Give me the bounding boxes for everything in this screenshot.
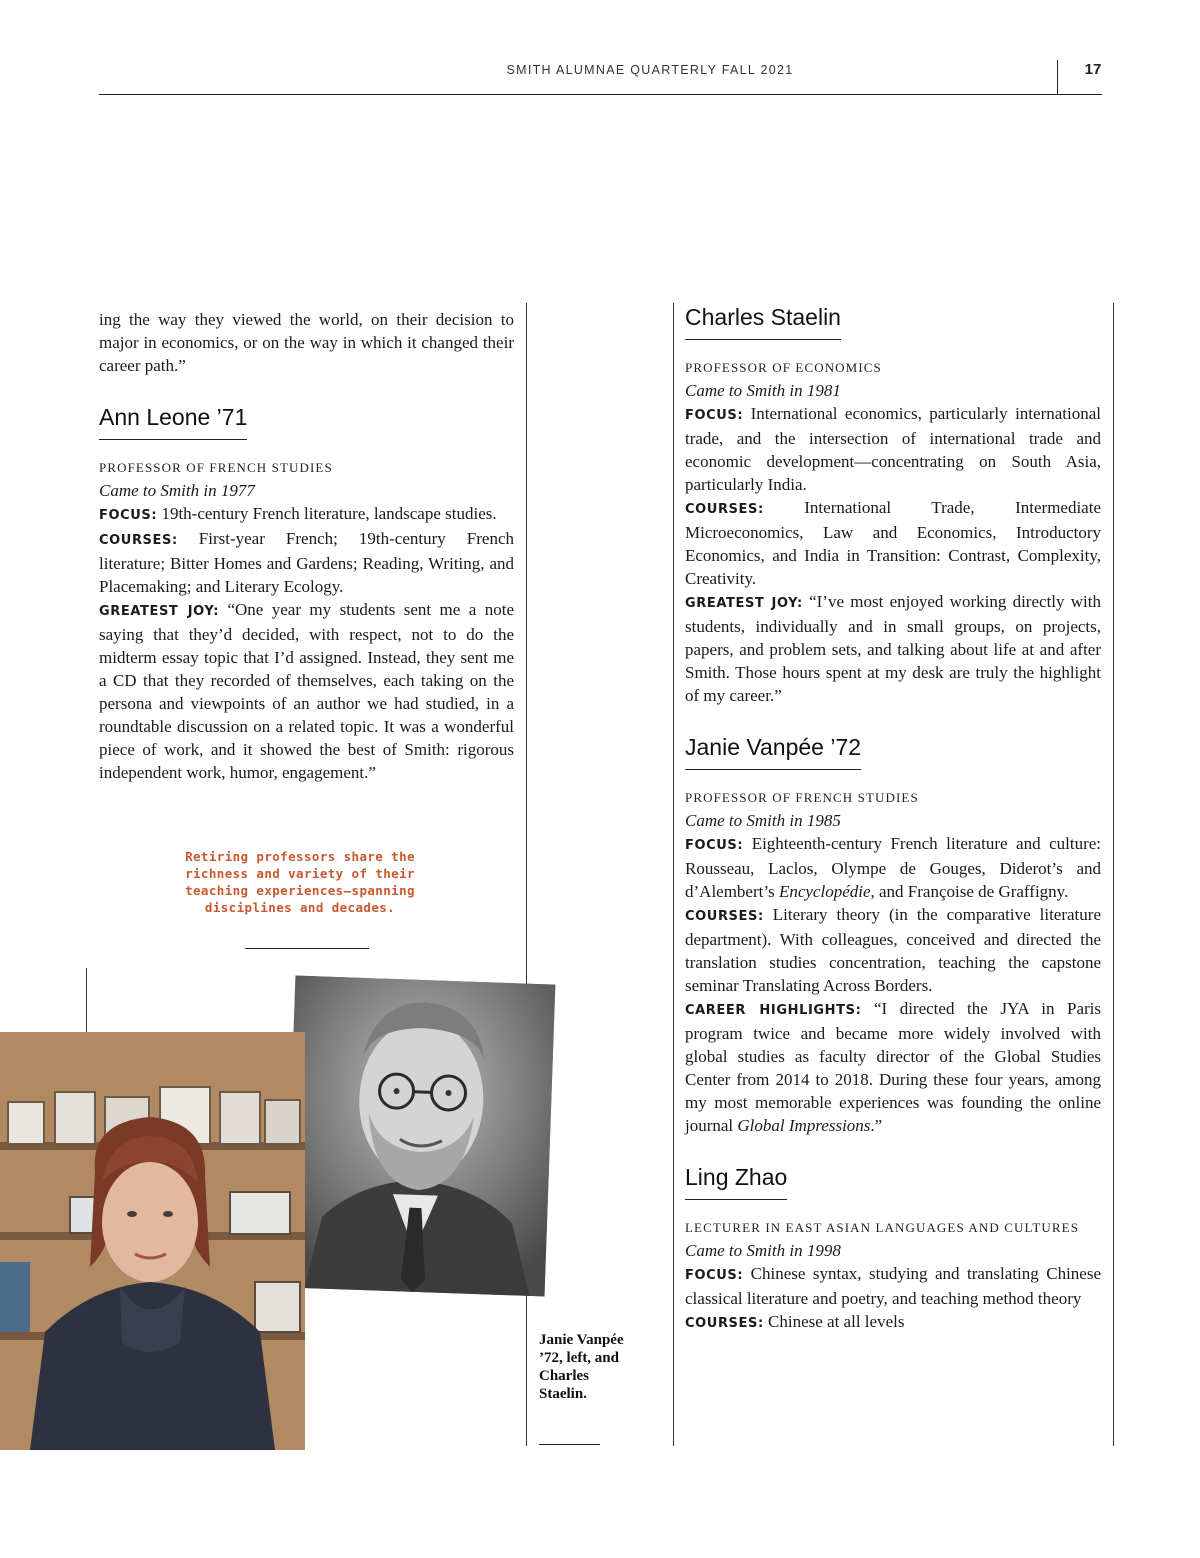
profile-focus [685, 832, 1101, 903]
left-column [99, 308, 514, 784]
profile-focus [99, 502, 514, 527]
courses-label: COURSES: [685, 502, 764, 517]
profile-ann-leone [99, 403, 514, 784]
vanpee-portrait-illustration [0, 1032, 305, 1450]
header-divider [1057, 60, 1058, 95]
publication-header: SMITH ALUMNAE QUARTERLY FALL 2021 [506, 63, 794, 77]
header-rule [99, 94, 1102, 95]
profile-courses [685, 496, 1101, 590]
focus-text: Eighteenth-century French literature and culture: Rousseau, Laclos, Olympe de Gouges, Diderot’s and d’Alembert’s [685, 834, 1101, 901]
column-divider-middle [673, 303, 674, 1446]
greatest-joy-text: “One year my students sent me a note saying that they’d decided, with respect, not to do the midterm essay topic that I’d assigned. Instead, they sent me a CD that they recorded of themselves, each taking on the persona and viewpoints of an author we had studied, in a roundtable discussion on a related topic. It was a wonderful piece of work, and it showed the best of Smith: rigorous independent work, humor, engagement.” [99, 600, 514, 782]
profile-courses [685, 903, 1101, 997]
profile-courses [685, 1310, 1101, 1335]
profile-role: PROFESSOR OF FRENCH STUDIES [99, 460, 333, 475]
profile-greatest-joy [99, 598, 514, 784]
column-divider-outer [86, 968, 87, 1038]
profile-came-to-smith: Came to Smith in 1977 [99, 481, 255, 500]
right-column [685, 303, 1101, 1335]
courses-label: COURSES: [99, 533, 178, 548]
focus-label: FOCUS: [99, 508, 158, 523]
column-divider-right [1113, 303, 1114, 1446]
courses-text: Literary theory (in the comparative literature department). With colleagues, conceived and directed the translation studies concentration, teaching the capstone seminar Translating Across Borders. [685, 905, 1101, 995]
career-italic-title: Global Impressions [737, 1116, 871, 1135]
profile-janie-vanpee [685, 733, 1101, 1137]
profile-came-to-smith: Came to Smith in 1981 [685, 381, 841, 400]
courses-text: International Trade, Intermediate Microeconomics, Law and Economics, Introductory Economics, and India in Transition: Contrast, Complexity, Creativity. [685, 498, 1101, 588]
photo-caption: Janie Vanpée ’72, left, and Charles Staelin. [539, 1332, 624, 1402]
courses-label: COURSES: [685, 1316, 764, 1331]
career-highlights-label: CAREER HIGHLIGHTS: [685, 1003, 862, 1018]
profile-came-to-smith: Came to Smith in 1998 [685, 1241, 841, 1260]
profile-courses [99, 527, 514, 598]
profile-name: Ann Leone ’71 [99, 403, 247, 440]
focus-label: FOCUS: [685, 1268, 744, 1283]
profile-charles-staelin [685, 303, 1101, 707]
profile-career-highlights [685, 997, 1101, 1137]
courses-label: COURSES: [685, 909, 764, 924]
pull-quote-rule [245, 948, 369, 949]
staelin-portrait-photo [285, 976, 556, 1297]
focus-label: FOCUS: [685, 408, 744, 423]
greatest-joy-label: GREATEST JOY: [99, 604, 220, 619]
profile-role: PROFESSOR OF ECONOMICS [685, 360, 882, 375]
focus-label: FOCUS: [685, 838, 744, 853]
focus-text: 19th-century French literature, landscape studies. [157, 504, 497, 523]
courses-text: Chinese at all levels [763, 1312, 905, 1331]
staelin-portrait-illustration [285, 976, 556, 1297]
profile-greatest-joy [685, 590, 1101, 707]
greatest-joy-text: “I’ve most enjoyed working directly with students, individually and in small groups, on projects, papers, and problem sets, and talking about life at and after Smith. Those hours spent at my desk are truly the highlight of my career.” [685, 592, 1101, 705]
profile-name: Charles Staelin [685, 303, 841, 340]
greatest-joy-label: GREATEST JOY: [685, 596, 803, 611]
profile-ling-zhao [685, 1163, 1101, 1335]
page-number: 17 [1084, 61, 1102, 78]
focus-italic-title: Encyclopédie [778, 882, 871, 901]
career-highlights-end: .” [870, 1116, 883, 1135]
focus-text: Chinese syntax, studying and translating Chinese classical literature and poetry, and teaching method theory [685, 1264, 1101, 1308]
profile-focus [685, 402, 1101, 496]
courses-text: First-year French; 19th-century French literature; Bitter Homes and Gardens; Reading, Writing, and Placemaking; and Literary Ecology. [99, 529, 514, 596]
vanpee-portrait-photo [0, 1032, 305, 1450]
profile-role: LECTURER IN EAST ASIAN LANGUAGES AND CULTURES [685, 1220, 1080, 1235]
pull-quote: Retiring professors share the richness and variety of their teaching experiences—spanning disciplines and decades. [185, 849, 415, 915]
profile-role: PROFESSOR OF FRENCH STUDIES [685, 790, 919, 805]
career-highlights-text: “I directed the JYA in Paris program twice and became more widely involved with global studies as faculty director of the Global Studies Center from 2014 to 2018. During these four years, among my most memorable experiences was founding the online journal [685, 999, 1102, 1135]
continuation-text: ing the way they viewed the world, on their decision to major in economics, or on the way in which it changed their career path.” [99, 310, 514, 375]
caption-rule [539, 1444, 600, 1445]
profile-name: Janie Vanpée ’72 [685, 733, 861, 770]
focus-text: International economics, particularly international trade, and the intersection of international trade and economic development—concentrating on South Asia, particularly India. [685, 404, 1101, 494]
profile-name: Ling Zhao [685, 1163, 787, 1200]
profile-focus [685, 1262, 1101, 1310]
profile-came-to-smith: Came to Smith in 1985 [685, 811, 841, 830]
focus-text-end: , and Françoise de Graffigny. [870, 882, 1069, 901]
